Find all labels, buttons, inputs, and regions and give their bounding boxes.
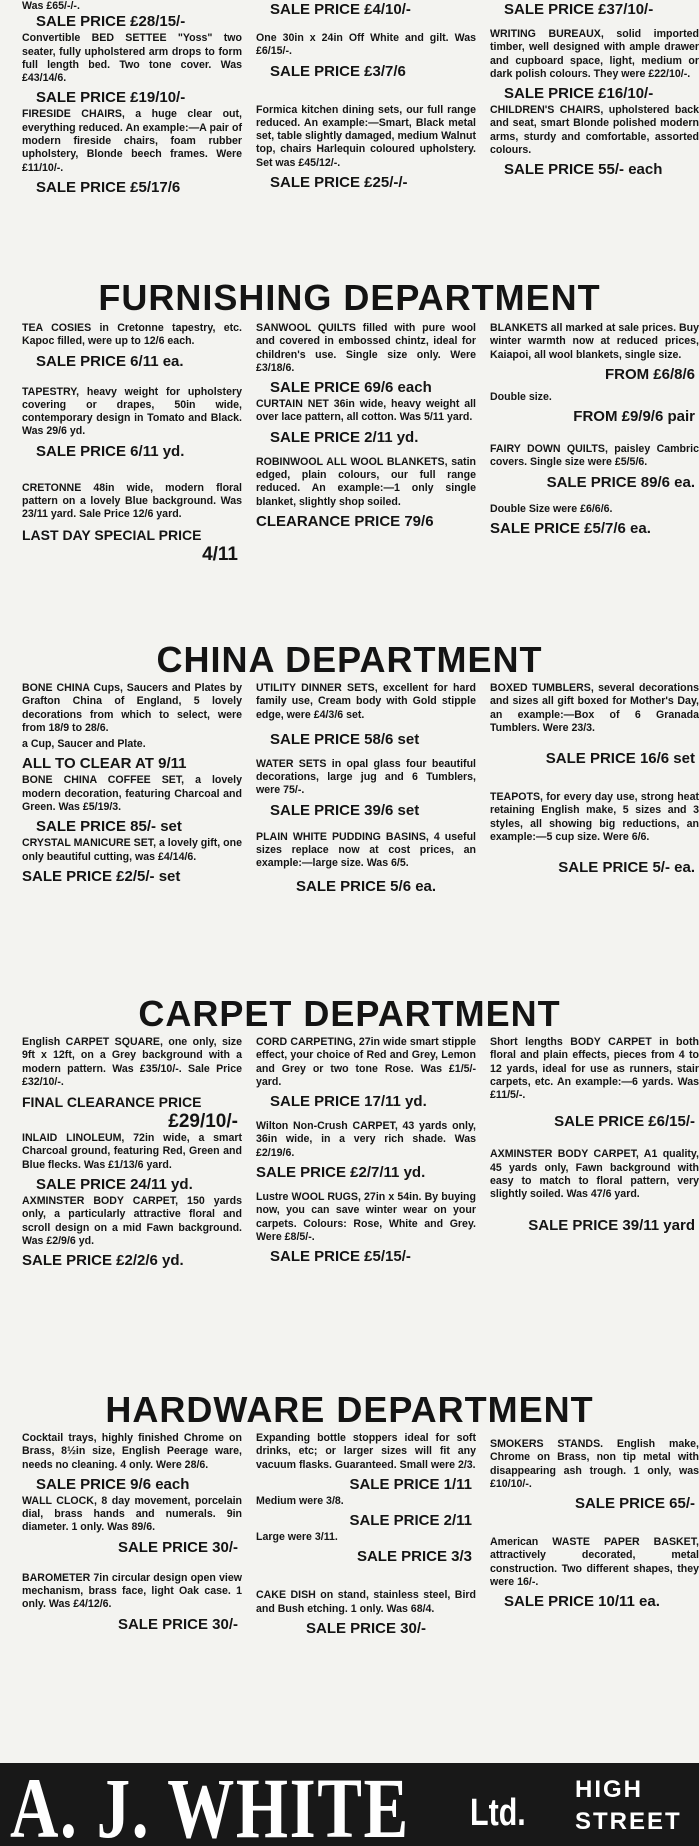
sale-price: SALE PRICE 5/- ea. bbox=[558, 859, 695, 877]
sale-price: ALL TO CLEAR AT 9/11 bbox=[22, 755, 187, 773]
item-text: Was £65/-/-. bbox=[22, 0, 80, 12]
furnishing-column-1 bbox=[22, 322, 242, 565]
item-description: Wilton Non-Crush CARPET, 43 yards only, 36in wide, in a very rich shade. Was £2/19/6. bbox=[256, 1120, 476, 1159]
top-column-1 bbox=[22, 0, 242, 198]
item-description: BLANKETS all marked at sale prices. Buy winter warmth now at reduced prices, Kaiapoi, all wool blankets, single size. bbox=[490, 322, 699, 361]
sale-price: SALE PRICE 9/6 each bbox=[36, 1475, 190, 1493]
sale-price: SALE PRICE 6/11 yd. bbox=[36, 442, 185, 460]
top-column-3 bbox=[490, 0, 699, 180]
sale-price: SALE PRICE £5/17/6 bbox=[36, 178, 181, 196]
item-description: FAIRY DOWN QUILTS, paisley Cambric covers. Single size were £5/5/6. bbox=[490, 443, 699, 469]
sale-price: SALE PRICE 16/6 set bbox=[545, 750, 695, 768]
sale-price: SALE PRICE £5/7/6 ea. bbox=[490, 520, 651, 538]
sale-price: SALE PRICE 58/6 set bbox=[270, 730, 420, 748]
item-description: CAKE DISH on stand, stainless steel, Bird and Bush etching. 1 only. Was 68/4. bbox=[256, 1589, 476, 1615]
item-description: PLAIN WHITE PUDDING BASINS, 4 useful sizes replace now at cost prices, an example:—large size. Was 6/5. bbox=[256, 830, 476, 870]
department-heading: CHINA DEPARTMENT bbox=[156, 639, 543, 680]
item-text: a Cup, Saucer and Plate. bbox=[22, 738, 146, 751]
sale-price: £29/10/- bbox=[168, 1111, 238, 1133]
china-column-2 bbox=[256, 682, 476, 897]
item-description: CRYSTAL MANICURE SET, a lovely gift, one only beautiful cutting, was £4/14/6. bbox=[22, 837, 242, 863]
street-line-1: HIGH bbox=[575, 1776, 643, 1803]
item-description: TAPESTRY, heavy weight for upholstery covering or drapes, 50in wide, contemporary design in Tomato and Black. Was 29/6 yd. bbox=[22, 385, 242, 438]
sale-price: SALE PRICE £25/-/- bbox=[270, 174, 408, 192]
sale-price: SALE PRICE 5/6 ea. bbox=[296, 877, 437, 895]
item-description: BONE CHINA Cups, Saucers and Plates by Grafton China of England, 5 lovely decorations from which to select, were from 18/9 to 28/6. bbox=[22, 682, 242, 734]
department-heading: HARDWARE DEPARTMENT bbox=[105, 1389, 594, 1430]
item-description: Cocktail trays, highly finished Chrome on Brass, 8½in size, English Peerage ware, needs no cleaning. 4 only. Were 28/6. bbox=[22, 1432, 242, 1471]
sale-price: SALE PRICE 30/- bbox=[305, 1620, 427, 1638]
sale-price: SALE PRICE 39/11 yard bbox=[528, 1216, 695, 1234]
carpet-column-3 bbox=[490, 1036, 699, 1236]
item-description: BONE CHINA COFFEE SET, a lovely modern decoration, featuring Charcoal and Green. Was £5/19/3. bbox=[22, 774, 242, 814]
top-column-2 bbox=[256, 0, 476, 193]
sale-price: FROM £9/9/6 pair bbox=[573, 408, 695, 426]
department-heading: CARPET DEPARTMENT bbox=[138, 993, 561, 1034]
sale-price: SALE PRICE 6/11 ea. bbox=[36, 352, 184, 370]
item-description: UTILITY DINNER SETS, excellent for hard family use, Cream body with Gold stipple edge, were £4/3/6 set. bbox=[256, 682, 476, 721]
sale-price: SALE PRICE 65/- bbox=[574, 1495, 695, 1513]
hardware-column-3 bbox=[490, 1432, 699, 1612]
sale-price: SALE PRICE 2/11 bbox=[349, 1512, 472, 1530]
carpet-column-1 bbox=[22, 1036, 242, 1271]
special-price-label: LAST DAY SPECIAL PRICE bbox=[22, 526, 202, 543]
sale-price: SALE PRICE 24/11 yd. bbox=[36, 1176, 193, 1194]
clearance-price-label: FINAL CLEARANCE PRICE bbox=[22, 1094, 202, 1111]
furnishing-column-3 bbox=[490, 322, 699, 539]
sale-price: SALE PRICE 85/- set bbox=[36, 818, 182, 836]
sale-price: SALE PRICE £3/7/6 bbox=[270, 62, 406, 80]
sale-price: SALE PRICE 30/- bbox=[117, 1615, 238, 1633]
hardware-column-2 bbox=[256, 1432, 476, 1639]
item-description: CHILDREN'S CHAIRS, upholstered back and seat, smart Blonde polished modern arms, sturdy and comfortable, assorted colours. bbox=[490, 104, 699, 157]
item-description: Short lengths BODY CARPET in both floral and plain effects, pieces from 4 to 12 yards, ideal for use as runners, stair carpets, etc. An example:—6 yards. Was £11/5/-. bbox=[490, 1036, 699, 1102]
sale-price: 4/11 bbox=[202, 543, 238, 565]
sale-price: SALE PRICE 89/6 ea. bbox=[546, 473, 695, 491]
item-description: FIRESIDE CHAIRS, a huge clear out, everything reduced. An example:—A pair of modern fireside chairs, foam rubber upholstery, Blonde beech frames. Were £11/10/-. bbox=[22, 108, 242, 174]
item-description: CORD CARPETING, 27in wide smart stipple effect, your choice of Red and Grey, Lemon and Grey or two tone Rose. Was £1/5/- yard. bbox=[256, 1036, 476, 1088]
item-description: TEA COSIES in Cretonne tapestry, etc. Kapoc filled, were up to 12/6 each. bbox=[22, 322, 242, 348]
item-description: English CARPET SQUARE, one only, size 9ft x 12ft, on a Grey background with a modern pattern. Was £35/10/-. Sale Price £32/10/-. bbox=[22, 1036, 242, 1088]
sale-price: SALE PRICE 3/3 bbox=[356, 1548, 472, 1566]
sale-price: SALE PRICE £2/7/11 yd. bbox=[256, 1164, 426, 1182]
item-description: TEAPOTS, for every day use, strong heat retaining English make, 5 sizes and 3 styles, all showing big reductions, an example:—5 cup size. Were 6/6. bbox=[490, 791, 699, 844]
sale-price: SALE PRICE 17/11 yd. bbox=[270, 1093, 427, 1111]
item-description: WALL CLOCK, 8 day movement, porcelain dial, brass hands and numerals. 9in diameter. 1 only. Was 89/6. bbox=[22, 1494, 242, 1534]
sale-price: SALE PRICE £28/15/- bbox=[36, 13, 186, 31]
item-description: Expanding bottle stoppers ideal for soft drinks, etc; or larger sizes will fit any vacuum flasks. Guaranteed. Small were 2/3. bbox=[256, 1432, 476, 1471]
item-description: AXMINSTER BODY CARPET, A1 quality, 45 yards only, Fawn background with easy to match to floral pattern, very slightly soiled. Was 47/6 yard. bbox=[490, 1148, 699, 1201]
item-description: American WASTE PAPER BASKET, attractively decorated, metal construction. Two different shapes, they were 16/-. bbox=[490, 1536, 699, 1589]
sale-price: SALE PRICE 10/11 ea. bbox=[504, 1593, 660, 1611]
sale-price: SALE PRICE £6/15/- bbox=[554, 1113, 695, 1131]
sale-price: SALE PRICE 55/- each bbox=[504, 161, 663, 179]
item-description: Convertible BED SETTEE "Yoss" two seater, fully upholstered arm drops to form full length bed. Two tone cover. Was £43/14/6. bbox=[22, 32, 242, 85]
hardware-column-1 bbox=[22, 1432, 242, 1635]
store-name: A. J. WHITE bbox=[10, 1763, 410, 1846]
item-text: Double size. bbox=[490, 390, 552, 403]
item-text: Double Size were £6/6/6. bbox=[490, 502, 613, 515]
item-description: INLAID LINOLEUM, 72in wide, a smart Charcoal ground, featuring Red, Green and Blue flecks. Was £1/13/6 yard. bbox=[22, 1132, 242, 1171]
item-description: SANWOOL QUILTS filled with pure wool and covered in embossed chintz, ideal for children's use. Single size only. Were £3/18/6. bbox=[256, 322, 476, 374]
sale-price: SALE PRICE £4/10/- bbox=[270, 1, 411, 18]
furnishing-column-2 bbox=[256, 322, 476, 532]
sale-price: FROM £6/8/6 bbox=[604, 365, 695, 383]
item-description: One 30in x 24in Off White and gilt. Was £6/15/-. bbox=[256, 32, 476, 58]
carpet-column-2 bbox=[256, 1036, 476, 1267]
item-text: Medium were 3/8. bbox=[256, 1494, 344, 1507]
sale-price: SALE PRICE £2/5/- set bbox=[22, 867, 181, 885]
item-description: SMOKERS STANDS. English make, Chrome on Brass, non tip metal with disappearing ash trough. 1 only, was £10/10/-. bbox=[490, 1438, 699, 1490]
china-column-1 bbox=[22, 682, 242, 887]
item-description: Lustre WOOL RUGS, 27in x 54in. By buying now, you can save winter wear on your carpets. Colours: Rose, White and Grey. Were £8/5/-. bbox=[256, 1191, 476, 1243]
sale-price: SALE PRICE £2/2/6 yd. bbox=[22, 1252, 184, 1270]
sale-price: SALE PRICE £5/15/- bbox=[270, 1248, 411, 1266]
item-description: BOXED TUMBLERS, several decorations and sizes all gift boxed for Mother's Day, an example:—Box of 6 Granada Tumblers. Were 23/3. bbox=[490, 682, 699, 734]
sale-price: SALE PRICE 2/11 yd. bbox=[270, 428, 419, 446]
item-text: Large were 3/11. bbox=[256, 1531, 338, 1544]
sale-price: SALE PRICE 69/6 each bbox=[270, 379, 432, 397]
store-ltd: Ltd. bbox=[470, 1792, 526, 1834]
sale-price: SALE PRICE £19/10/- bbox=[36, 89, 186, 107]
item-description: BAROMETER 7in circular design open view mechanism, brass face, light Oak case. 1 only. Was £4/12/6. bbox=[22, 1571, 242, 1611]
item-description: WATER SETS in opal glass four beautiful decorations, large jug and 6 Tumblers, were 75/-. bbox=[256, 757, 476, 797]
sale-price: SALE PRICE 30/- bbox=[117, 1538, 238, 1556]
street-line-2: STREET bbox=[575, 1808, 682, 1835]
sale-price: CLEARANCE PRICE 79/6 bbox=[256, 512, 434, 530]
item-description: Formica kitchen dining sets, our full range reduced. An example:—Smart, Black metal set, table slightly damaged, medium Walnut top, chairs Harlequin coloured upholstery. Set was £45/12/-. bbox=[256, 103, 476, 169]
china-column-3 bbox=[490, 682, 699, 878]
sale-price: SALE PRICE £37/10/- bbox=[504, 1, 654, 18]
item-description: CURTAIN NET 36in wide, heavy weight all over lace pattern, all cotton. Was 5/11 yard. bbox=[256, 398, 476, 424]
item-description: ROBINWOOL ALL WOOL BLANKETS, satin edged, plain colours, our full range reduced. An example:—1 only single blanket, slightly shop soiled. bbox=[256, 455, 476, 508]
item-description: CRETONNE 48in wide, modern floral pattern on a lovely Blue background. Was 23/11 yard. Sale Price 12/6 yard. bbox=[22, 481, 242, 521]
sale-price: SALE PRICE 39/6 set bbox=[270, 801, 420, 819]
item-description: AXMINSTER BODY CARPET, 150 yards only, a particularly attractive floral and scroll design on a mid Fawn background. Was £2/9/6 yd. bbox=[22, 1195, 242, 1247]
department-heading: FURNISHING DEPARTMENT bbox=[98, 277, 601, 318]
sale-price: SALE PRICE £16/10/- bbox=[504, 85, 654, 103]
item-description: WRITING BUREAUX, solid imported timber, well designed with ample drawer and cupboard space, light, medium or dark polish colours. They were £22/10/-. bbox=[490, 28, 699, 80]
store-banner bbox=[0, 1763, 699, 1846]
sale-price: SALE PRICE 1/11 bbox=[349, 1475, 472, 1493]
